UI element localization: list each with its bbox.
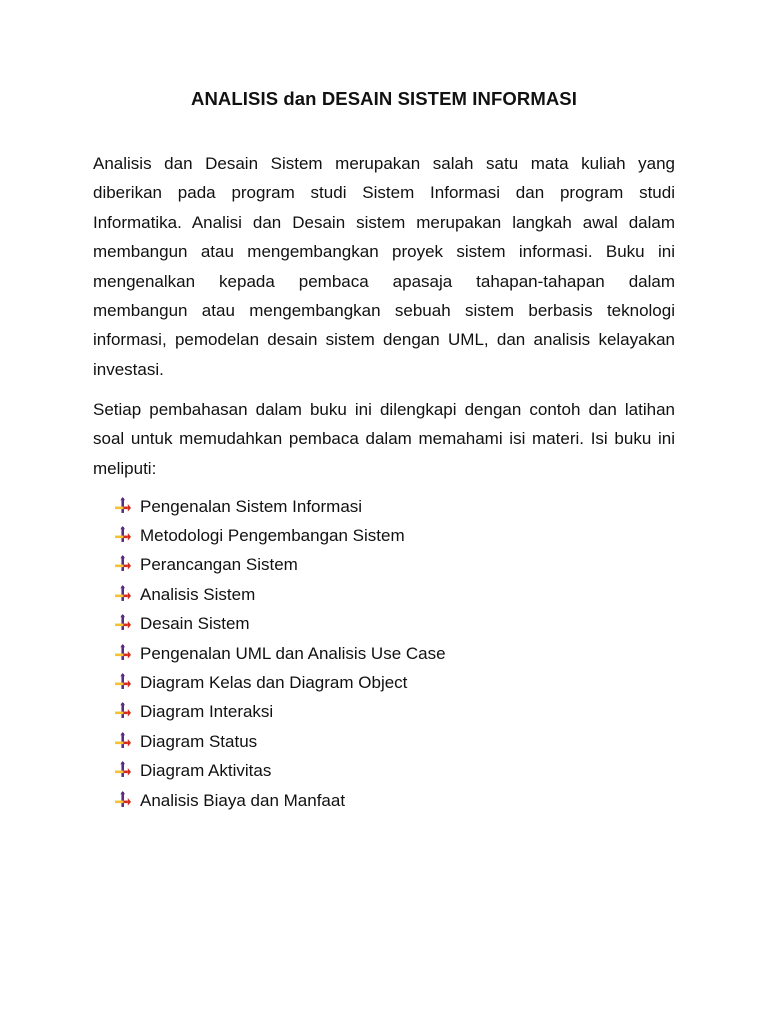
cross-arrow-bullet-icon xyxy=(114,702,131,719)
cross-arrow-bullet-icon xyxy=(114,732,131,749)
list-item xyxy=(114,668,674,697)
cross-arrow-bullet-icon xyxy=(114,644,131,661)
list-item xyxy=(114,727,674,756)
list-item xyxy=(114,580,674,609)
list-item xyxy=(114,521,674,550)
list-item-label: Analisis Sistem xyxy=(140,584,256,604)
list-item xyxy=(114,786,674,815)
page-title: ANALISIS dan DESAIN SISTEM INFORMASI xyxy=(191,88,577,109)
list-item-label: Diagram Kelas dan Diagram Object xyxy=(140,673,408,693)
list-item-label: Metodologi Pengembangan Sistem xyxy=(140,526,405,546)
cross-arrow-bullet-icon xyxy=(114,555,131,572)
topic-list xyxy=(114,492,674,815)
list-item-label: Desain Sistem xyxy=(140,614,250,634)
cross-arrow-bullet-icon xyxy=(114,526,131,543)
list-item xyxy=(114,610,674,639)
list-item xyxy=(114,698,674,727)
cross-arrow-bullet-icon xyxy=(114,614,131,631)
cross-arrow-bullet-icon xyxy=(114,673,131,690)
list-item-label: Analisis Biaya dan Manfaat xyxy=(140,790,346,810)
intro-paragraph: Analisis dan Desain Sistem merupakan salah satu mata kuliah yang diberikan pada program studi Sistem Informasi dan program studi Informatika. Analisi dan Desain sistem merupakan langkah awal dalam membangun atau mengembangkan proyek sistem informasi. Buku ini mengenalkan kepada pembaca apasaja tahapan-tahapan dalam membangun atau mengembangkan sebuah sistem berbasis teknologi informasi, pemodelan desain sistem dengan UML, dan analisis kelayakan investasi. xyxy=(93,154,675,379)
content-paragraph: Setiap pembahasan dalam buku ini dilengkapi dengan contoh dan latihan soal untuk memudahkan pembaca dalam memahami isi materi. Isi buku ini meliputi: xyxy=(93,400,675,478)
list-item-label: Pengenalan Sistem Informasi xyxy=(140,496,363,516)
list-item xyxy=(114,639,674,668)
list-item-label: Diagram Status xyxy=(140,731,258,751)
cross-arrow-bullet-icon xyxy=(114,761,131,778)
list-item-label: Diagram Interaksi xyxy=(140,702,274,722)
list-item-label: Pengenalan UML dan Analisis Use Case xyxy=(140,643,446,663)
list-item xyxy=(114,551,674,580)
list-item xyxy=(114,492,674,521)
cross-arrow-bullet-icon xyxy=(114,585,131,602)
list-item xyxy=(114,757,674,786)
cross-arrow-bullet-icon xyxy=(114,497,131,514)
cross-arrow-bullet-icon xyxy=(114,791,131,808)
list-item-label: Diagram Aktivitas xyxy=(140,761,272,781)
list-item-label: Perancangan Sistem xyxy=(140,555,298,575)
